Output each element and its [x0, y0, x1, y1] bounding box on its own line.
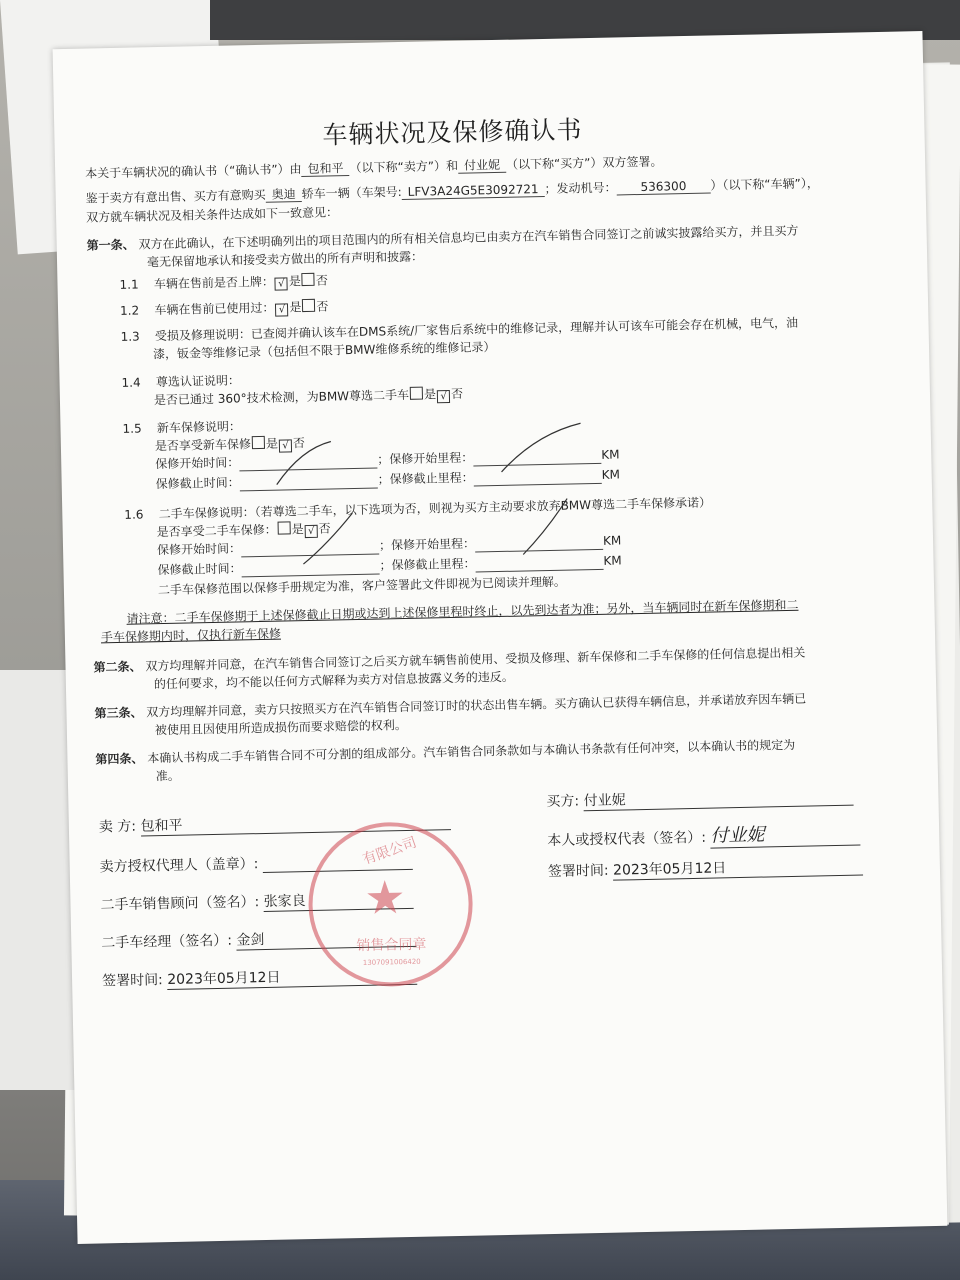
- item-1-3-line-2: 漆，钣金等维修记录（包括但不限于BMW维修系统的维修记录）: [152, 340, 496, 362]
- article-4-line-2: 准。: [155, 768, 180, 784]
- buyer-name-field: 付业妮: [458, 158, 506, 174]
- manager-field[interactable]: 金剑: [236, 926, 416, 951]
- manager-row: 二手车经理（签名）: 金剑: [101, 926, 417, 954]
- strike-new-km: [501, 423, 582, 472]
- buyer-date-row: 签署时间: 2023年05月12日: [548, 854, 864, 882]
- strike-lines: [53, 31, 948, 1244]
- item-1-4-line-1: 1.4 尊选认证说明：: [121, 373, 241, 390]
- seller-name-field: 包和平: [301, 161, 349, 177]
- seller-date-field[interactable]: 2023年05月12日: [167, 964, 417, 990]
- item-1-5-line-1: 1.5 新车保修说明：: [122, 419, 242, 436]
- intro-line-1: 本关于车辆状况的确认书（“确认书”）由 包和平 （以下称“卖方”）和 付业妮 （以下称“买方”）双方签署。: [85, 154, 663, 181]
- item-1-6-line-2: 是否享受二手车保修： 是 √ 否: [156, 521, 331, 540]
- seller-row: 卖 方: 包和平: [99, 809, 451, 837]
- strike-used-km: [522, 499, 568, 555]
- seal-number: 1307091006420: [362, 957, 421, 967]
- consultant-row: 二手车销售顾问（签名）: 张家良: [100, 888, 414, 916]
- strike-used-time: [302, 513, 353, 564]
- item-1-4-line-2: 是否已通过 360°技术检测，为BMW尊选二手车 是 √ 否: [153, 386, 464, 408]
- new-warranty-no-checkbox[interactable]: √: [279, 439, 292, 452]
- plated-yes-checkbox[interactable]: √: [275, 277, 288, 290]
- seal-subtitle: 销售合同章: [356, 936, 427, 955]
- item-1-2: 1.2 车辆在售前已使用过： √ 是 否: [119, 299, 329, 318]
- item-1-5-line-2: 是否享受新车保修 是 √ 否: [154, 436, 306, 454]
- article-2-line-2: 的任何要求，均不能以任何方式解释为卖方对信息披露义务的违反。: [153, 669, 514, 692]
- article-1-line-1: 第一条、 双方在此确认，在下述明确列出的项目范围内的所有相关信息均已由卖方在汽车销售合同签订之前诚实披露给买方，并且买方: [86, 223, 799, 253]
- intro-line-3: 双方就车辆状况及相关条件达成如下一致意见：: [85, 205, 339, 225]
- used-yes-checkbox[interactable]: √: [275, 303, 288, 316]
- seller-date-row: 签署时间: 2023年05月12日: [102, 964, 418, 992]
- document-sheet: [53, 31, 948, 1244]
- article-2-line-1: 第二条、 双方均理解并同意，在汽车销售合同签订之后买方就车辆售前使用、受损及修理、新车保修和二手车保修的任何信息提出相关: [93, 645, 806, 675]
- item-1-6-line-1: 1.6 二手车保修说明：（若尊选二手车，以下选项为否，则视为买方主动要求放弃BMW尊选二手车保修承诺）: [124, 495, 712, 522]
- article-3-line-2: 被使用且因使用所造成损伤而要求赔偿的权利。: [154, 717, 407, 738]
- article-1-line-2: 毫无保留地承认和接受卖方做出的所有声明和披露：: [146, 249, 424, 270]
- buyer-date-field[interactable]: 2023年05月12日: [613, 854, 863, 880]
- rep-row: 本人或授权代表（签名）: 付业妮: [547, 818, 861, 852]
- intro-line-2: 鉴于卖方有意出售、买方有意购买 奥迪 轿车一辆（车架号: LFV3A24G5E3092721 ；发动机号： 536300 ）（以下称“车辆”），: [85, 176, 819, 206]
- used-warranty-end-row: 保修截止时间： ；保修截止里程： KM: [157, 553, 622, 578]
- engine-field: 536300: [616, 178, 710, 195]
- brand-field: 奥迪: [266, 187, 302, 203]
- strike-new-time: [276, 441, 332, 484]
- seal-company-name: 有限公司: [360, 834, 419, 869]
- article-3-line-1: 第三条、 双方均理解并同意，卖方只按照买方在汽车销售合同签订时的状态出售车辆。买方确认已获得车辆信息，并承诺放弃因车辆已: [94, 691, 807, 721]
- note-line-1: 请注意：二手车保修期于上述保修截止日期或达到上述保修里程时终止，以先到达者为准；另外，当车辆同时在新车保修期和二: [126, 597, 799, 626]
- buyer-field[interactable]: 付业妮: [583, 785, 853, 812]
- seller-field[interactable]: 包和平: [140, 809, 450, 836]
- star-icon: ★: [363, 870, 407, 925]
- document-title: 车辆状况及保修确认书: [322, 115, 583, 150]
- new-warranty-end-row: 保修截止时间： ；保修截止里程： KM: [155, 467, 621, 492]
- consultant-field[interactable]: 张家良: [263, 888, 413, 912]
- used-warranty-start-row: 保修开始时间： ；保修开始里程： KM: [156, 533, 622, 558]
- buyer-row: 买方: 付业妮: [546, 785, 854, 812]
- handwritten-signature: 付业妮: [710, 824, 765, 847]
- new-warranty-start-row: 保修开始时间： ；保修开始里程： KM: [155, 447, 620, 472]
- item-1-1: 1.1 车辆在售前是否上牌： √ 是 否: [119, 273, 329, 292]
- article-4-line-1: 第四条、 本确认书构成二手车销售合同不可分割的组成部分。汽车销售合同条款如与本确认书条款有任何冲突，以本确认书的规定为: [95, 737, 796, 767]
- used-warranty-no-checkbox[interactable]: √: [305, 525, 318, 538]
- vin-field: LFV3A24G5E3092721: [402, 182, 545, 200]
- note-line-2: 手车保修期内时，仅执行新车保修: [100, 626, 282, 645]
- agent-row: 卖方授权代理人（盖章）:: [99, 850, 413, 877]
- used-warranty-scope: 二手车保修范围以保修手册规定为准，客户签署此文件即视为已阅读并理解。: [157, 574, 567, 598]
- certified-no-checkbox[interactable]: √: [437, 390, 450, 403]
- item-1-3-line-1: 1.3 受损及修理说明：已查阅并确认该车在DMS系统/厂家售后系统中的维修记录，理解并认可该车可能会存在机械，电气，油: [120, 315, 799, 344]
